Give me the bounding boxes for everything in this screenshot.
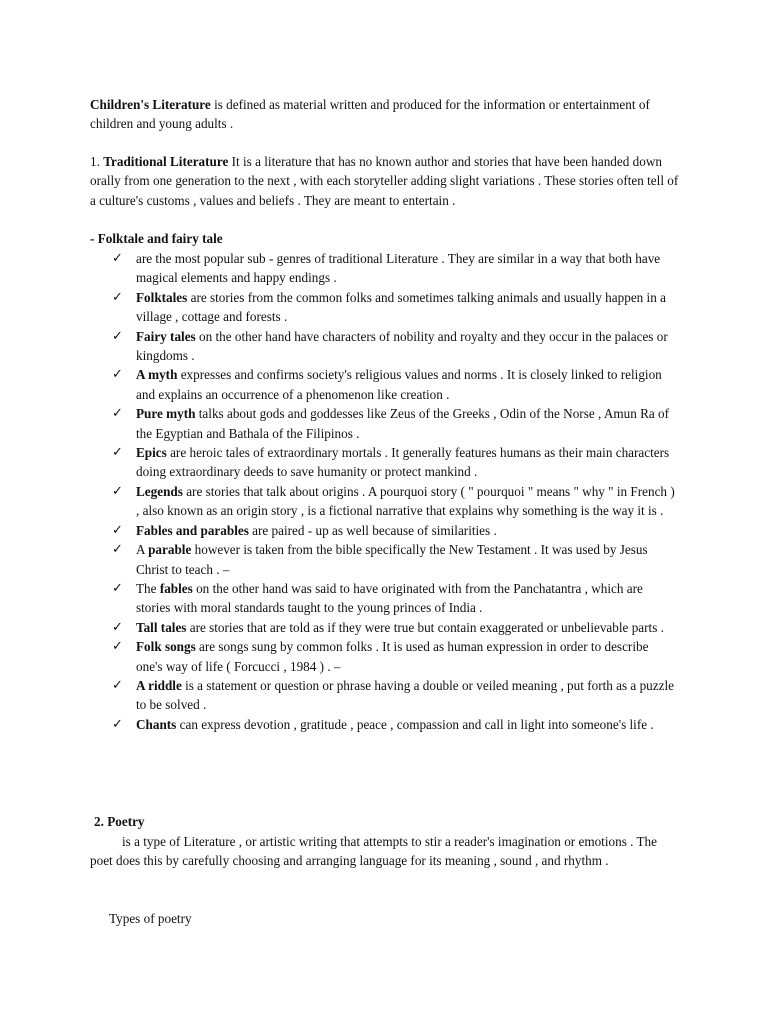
intro-paragraph <box>90 95 680 134</box>
checklist-item <box>0 579 676 618</box>
checklist-item <box>0 676 676 715</box>
checkmark-icon: ✓ <box>112 542 123 558</box>
traditional-text: It is a literature that has no known author and stories that have been handed down orally from one generation to the next , with each storyteller adding slight variations . These stories often tell of a culture's customs , values and beliefs . They are meant to entertain . <box>90 154 679 208</box>
checkmark-icon: ✓ <box>112 289 123 305</box>
genre-checklist <box>0 249 768 734</box>
item-text: on the other hand was said to have originated with from the Panchatantra , which are stories with moral standards taught to the young princes of India . <box>136 580 643 616</box>
item-text: is a statement or question or phrase having a double or veiled meaning , put forth as a puzzle to be solved . <box>136 677 674 713</box>
item-term: fables <box>159 580 193 596</box>
item-text: are heroic tales of extraordinary mortals . It generally features humans as their main characters doing extraordinary deeds to save humanity or protect mankind . <box>136 445 670 480</box>
checklist-item <box>0 249 676 288</box>
item-prefix: The <box>136 580 160 596</box>
checkmark-icon: ✓ <box>112 367 123 383</box>
checkmark-icon: ✓ <box>112 406 123 422</box>
intro-text: is defined as material written and produced for the information or entertainment of children and young adults . <box>90 97 650 132</box>
item-text: on the other hand have characters of nobility and royalty and they occur in the palaces or kingdoms . <box>136 328 668 364</box>
checklist-item <box>0 404 676 443</box>
item-text: are stories that are told as if they were true but contain exaggerated or unbelievable parts . <box>186 619 664 635</box>
item-text: are the most popular sub - genres of traditional Literature . They are similar in a way that both have magical elements and happy endings . <box>136 251 661 286</box>
checkmark-icon: ✓ <box>112 328 123 344</box>
item-term: parable <box>148 542 192 558</box>
item-text: however is taken from the bible specifically the New Testament . It was used by Jesus Christ to teach . – <box>136 542 648 577</box>
item-text: talks about gods and goddesses like Zeus of the Greeks , Odin of the Norse , Amun Ra of the Egyptian and Bathala of the Filipinos . <box>136 406 670 441</box>
folktale-heading: - Folktale and fairy tale <box>90 231 223 246</box>
item-prefix: A <box>136 542 149 558</box>
item-term: Folktales <box>136 289 188 305</box>
checklist-item <box>0 521 676 540</box>
intro-term: Children's Literature <box>90 97 211 112</box>
poetry-heading: 2. Poetry <box>94 814 145 829</box>
traditional-literature-paragraph <box>90 152 680 210</box>
item-text: can express devotion , gratitude , peace , compassion and call in light into someone's life . <box>176 716 654 732</box>
item-term: A riddle <box>136 677 182 693</box>
item-term: Pure myth <box>136 406 196 422</box>
checklist-item <box>0 618 676 637</box>
checklist-item <box>0 637 676 676</box>
checklist-item <box>0 540 676 579</box>
traditional-term: Traditional Literature <box>103 154 229 169</box>
checklist-item <box>0 443 676 482</box>
item-term: Legends <box>136 483 183 499</box>
item-term: Fables and parables <box>136 522 249 538</box>
item-text: are songs sung by common folks . It is used as human expression in order to describe one's way of life ( Forcucci , 1984 ) . – <box>136 639 649 674</box>
checkmark-icon: ✓ <box>112 580 123 596</box>
checklist-item <box>0 365 676 404</box>
item-term: Fairy tales <box>136 328 196 344</box>
poetry-paragraph <box>90 832 680 871</box>
item-term: Tall tales <box>136 619 187 635</box>
item-text: are paired - up as well because of similarities . <box>248 522 497 538</box>
types-of-poetry-label: Types of poetry <box>109 911 192 926</box>
checkmark-icon: ✓ <box>112 445 123 461</box>
item-text: are stories that talk about origins . A pourquoi story ( " pourquoi " means " why " in French ) , also known as an origin story , is a fictional narrative that explains why something is the way it is . <box>136 483 675 519</box>
checkmark-icon: ✓ <box>112 522 123 538</box>
checklist-item <box>0 482 676 521</box>
checkmark-icon: ✓ <box>112 677 123 693</box>
checkmark-icon: ✓ <box>112 716 123 732</box>
checkmark-icon: ✓ <box>112 483 123 499</box>
checklist-item <box>0 715 676 734</box>
checklist-item <box>0 327 676 366</box>
checklist-item <box>0 288 676 327</box>
item-text: are stories from the common folks and sometimes talking animals and usually happen in a village , cottage and forests . <box>136 289 666 325</box>
poetry-text: is a type of Literature , or artistic writing that attempts to stir a reader's imagination or emotions . The poet does this by carefully choosing and arranging language for its meaning , sound , and rhythm . <box>90 834 657 869</box>
item-term: Chants <box>136 716 177 732</box>
checkmark-icon: ✓ <box>112 639 123 655</box>
item-term: Epics <box>136 445 167 461</box>
section-number: 1. <box>90 154 100 169</box>
checkmark-icon: ✓ <box>112 251 123 266</box>
item-term: Folk songs <box>136 639 196 655</box>
item-text: expresses and confirms society's religious values and norms . It is closely linked to religion and explains an occurrence of a phenomenon like creation . <box>136 367 662 402</box>
checkmark-icon: ✓ <box>112 619 123 635</box>
item-term: A myth <box>136 367 178 383</box>
